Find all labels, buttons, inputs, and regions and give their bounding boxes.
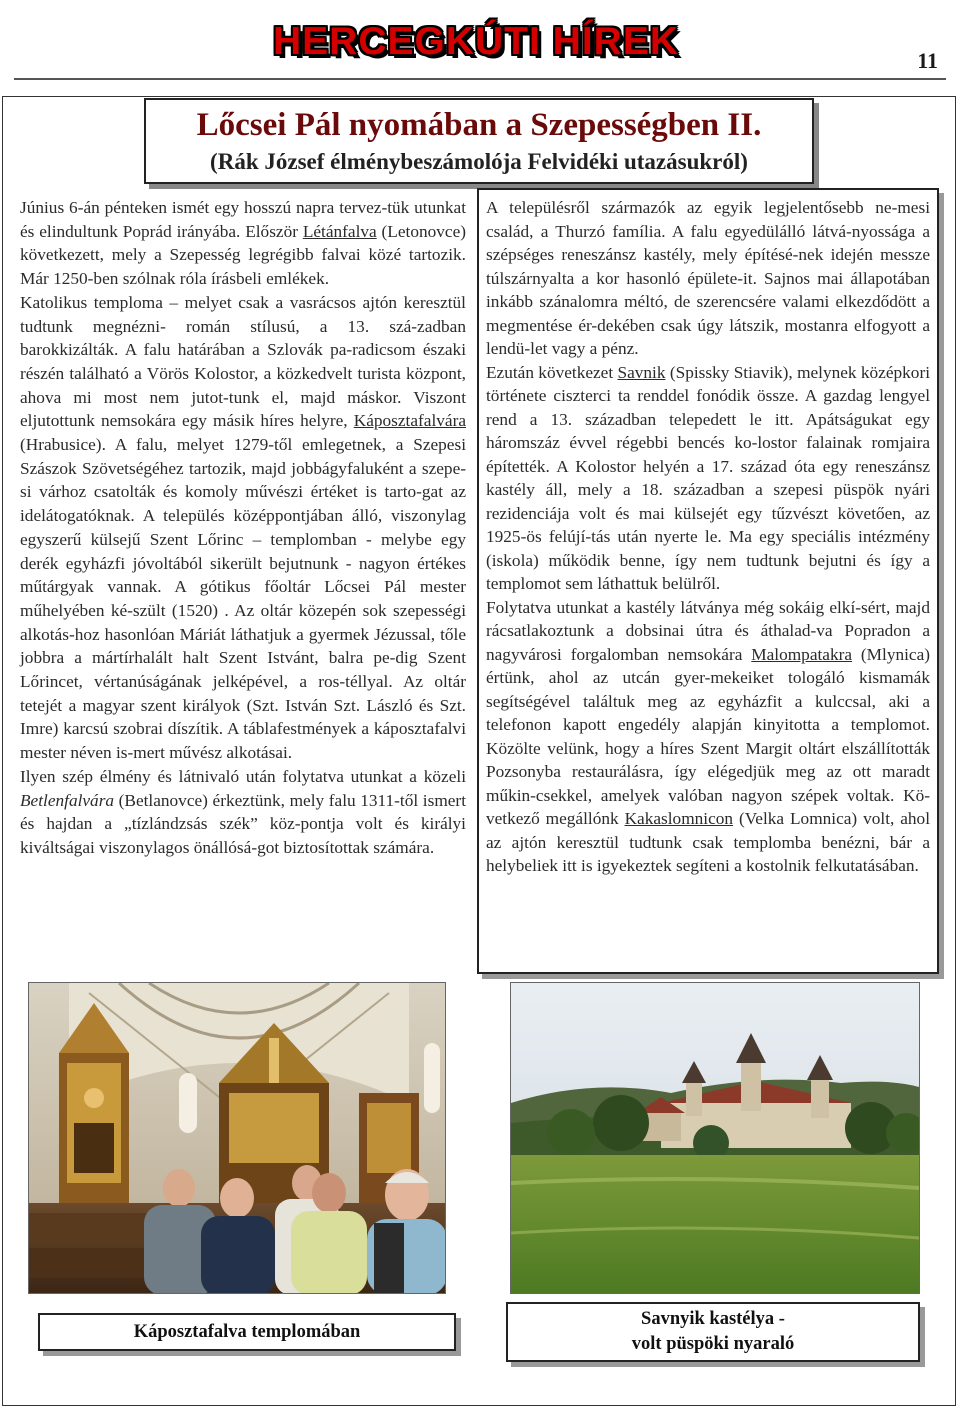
place-link-letanfalva: Létánfalva [302, 221, 377, 241]
paragraph [486, 361, 930, 596]
photo-caption-right [506, 1302, 920, 1362]
masthead [0, 0, 960, 80]
paragraph [486, 596, 930, 878]
paragraph [20, 291, 466, 765]
place-link-malompatak: Malompatakra [751, 644, 853, 664]
text-run: (Mlynica) értünk, ahol az utcán gyer-mekeiket tologáló kismamák segítségével találtuk meg az egyházfit a kulccsal, aki a telefonon kapott engedély alapján kinyitotta a templomot. Közölte velünk, hogy a híres Szent Margit oltárt elszállították Pozsonyba restaurálásra, így elégedjük meg az ott maradt műkin-csekkel, amelyek valóban nagyon szépek voltak. Kö-vetkező megállónk [486, 644, 931, 828]
text-run: (Velka Lomnica) volt, ahol az ajtón keresztül tudtunk csak templomba benézni, bár a helybeliek itt is igyekeztek segíteni a kostolnik felkutatásában. [486, 809, 931, 875]
masthead-divider [14, 78, 946, 80]
text-run: Katolikus temploma – melyet csak a vasrácsos ajtón keresztül tudtunk megnézni- román stílusú, a 13. szá-zadban barokkizálták. A falu határában a Szlovák pa-radicsom északi részén található a Vörös Kolostor, a közkedvelt turista központ, ahova mi most nem jutot-tunk el, majd máskor. Viszont eljutottunk nemsokára egy másik híres helyre, [20, 292, 466, 431]
place-name-betlenfalva: Betlenfalvára [20, 790, 115, 810]
article-subtitle: (Rák József élménybeszámolója Felvidéki utazásukról) [210, 149, 748, 174]
page-number: 11 [917, 48, 938, 73]
church-interior-photo [28, 982, 446, 1294]
castle-landscape-photo [510, 982, 920, 1294]
left-column [20, 196, 466, 860]
text-run: Folytatva utunkat a kastély látványa még sokáig elkí-sért, majd rácsatlakoztunk a dobsinai útra és áthalad-va Popradon a nagyvárosi forgalomban nemsokára [486, 597, 930, 664]
text-run: (Hrabusice). A falu, melyet 1279-től emlegetnek, a Szepesi Szászok Szövetségéhez tartozik, majd jobbágyfaluként a szepe-si várhoz csatolták és komoly művészi értéket is tarto-gat az idelátogatóknak. A település középpontjában álló, viszonylag egyszerű külsejű Szent Lőrinc – templomban - melybe egy derék egyházfi jóvoltából sikerült bejutnunk - nagyon értékes műtárgyak vannak. A gótikus főoltár Lőcsei Pál mester műhelyében ké-szült (1520) . Az oltár közepén sok szepességi alkotás-hoz hasonlóan Máriát láthatjuk a gyermek Jézussal, tőle jobbra a mártírhalált halt Szent Istvánt, balra pe-dig Szent Lőrincet, vértanúságának jelképével, a ros-téllyal. Az oltár tetejét a magyar szent királyok (Szt. István Szt. László és Szt. Imre) karcsú szobrai díszítik. A táblafestmények a káposztafalvi mester néven is-mert művész alkotásai. [20, 435, 466, 763]
place-link-kakaslomnic: Kakaslomnicon [624, 809, 734, 828]
caption-line-1: Savnyik kastélya - [641, 1309, 785, 1329]
text-run: Ilyen szép élmény és látnivaló után folytatva utunkat a közeli [20, 766, 466, 786]
text-run: Június 6-án pénteken ismét egy hosszú napra tervez-tük utunkat és elindultunk Poprád irányába. Először [20, 198, 466, 241]
place-link-savnik: Savnik [617, 362, 666, 382]
text-run: (Betlanovce) érkeztünk, mely falu 1311-től ismert és hajdan a „tízlándzsás szék” köz-pontja volt és királyi kiváltságai viszonylagos önállósá-got biztosítottak számára. [20, 790, 466, 857]
paragraph: A településről származók az egyik legjelentősebb ne-mesi család, a Thurzó família. A falu egyedülálló látvá-nyossága a szépséges reneszánsz kastély, mely építésé-nek idején messze túlszárnyalta a kor hasonló épülete-it. Sajnos mai állapotában inkább szánalomra méltó, de szerencsére valami elkezdődött a megmentése ér-dekében csak úgy látszik, mostanra elfogyott a lendü-let vagy a pénz. [486, 198, 930, 358]
photo-caption-left [38, 1313, 456, 1351]
right-column [486, 196, 930, 878]
paragraph [20, 196, 466, 291]
paragraph [20, 765, 466, 860]
newsletter-title: HERCEGKÚTI HÍREK [272, 20, 680, 63]
text-run: (Letonovce) következett, mely a Szepesség legrégibb falvai közé tartozik. Már 1250-ben szólnak róla írásbeli emlékek. [20, 221, 466, 289]
article-title-box [144, 98, 814, 184]
caption-text: Káposztafalva templomában [133, 1321, 361, 1342]
article-title: Lőcsei Pál nyomában a Szepességben II. [196, 107, 762, 143]
text-run: Ezután következet [486, 362, 618, 382]
place-link-kaposztafalva: Káposztafalvára [353, 411, 466, 431]
text-run: (Spissky Stiavik), melynek középkori története ciszterci ta renddel fonódik össze. A gazdag lengyel rend a 13. században telepedett le itt. Apátságukat egy háromszáz évvel régebbi bencés ko-lostor falainak romjaira építették. A Kolostor helyén a 17. század óta egy reneszánsz kastély áll, mely a 18. században a szepesi püspök nyári rezidenciája volt és mai külsejét egy tűzvészt követően, az 1925-ös felújí-tás után nyerte le. Ma egy speciális intézmény (iskola) működik benne, így nem tudtunk bejutni és így a templomot sem láthattuk belülről. [486, 362, 930, 593]
caption-line-2: volt püspöki nyaraló [631, 1334, 795, 1354]
